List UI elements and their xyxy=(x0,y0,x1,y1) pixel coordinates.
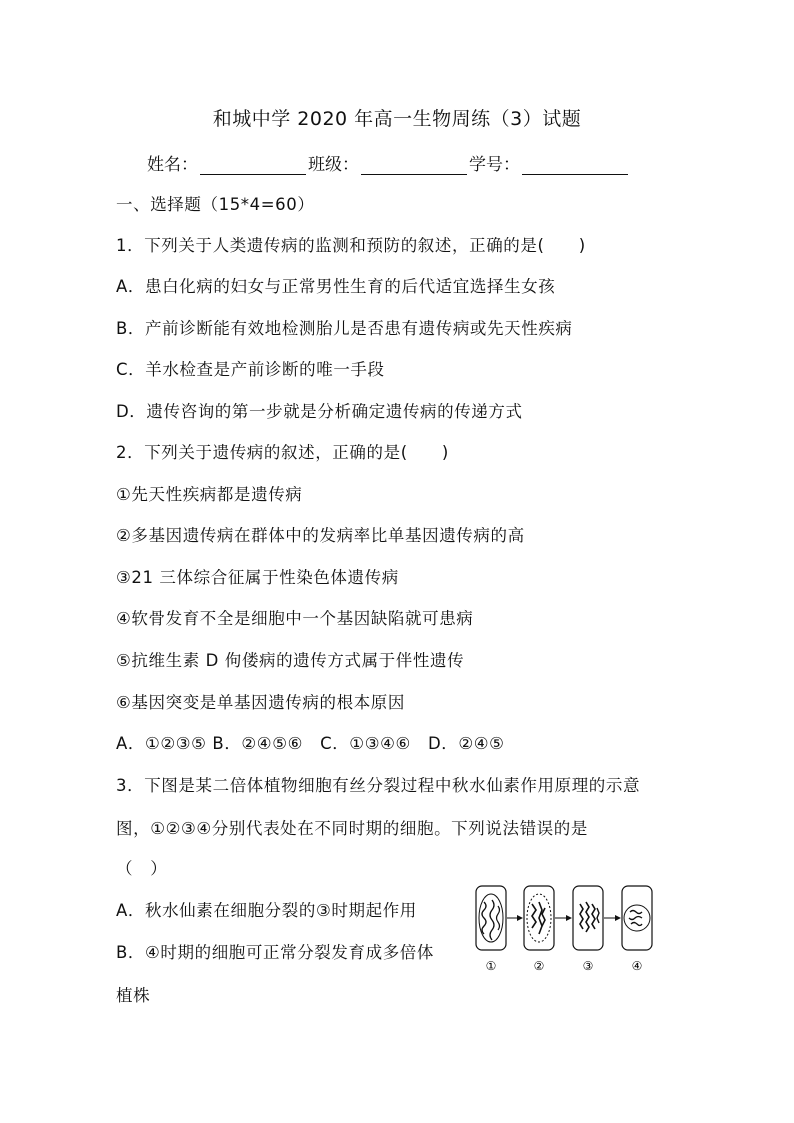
cell-2 xyxy=(524,886,554,950)
figure-label-4: ④ xyxy=(631,959,643,973)
q2-statement-5: ⑤抗维生素 D 佝偻病的遗传方式属于伴性遗传 xyxy=(116,651,465,670)
cell-4 xyxy=(622,886,652,950)
id-blank xyxy=(522,156,628,175)
cell-1 xyxy=(476,886,506,950)
q2-stem: 2．下列关于遗传病的叙述，正确的是( ) xyxy=(116,443,449,462)
figure-label-1: ① xyxy=(485,959,497,973)
name-blank xyxy=(200,156,306,175)
q1-option-a: A．患白化病的妇女与正常男性生育的后代适宜选择生女孩 xyxy=(116,277,556,296)
q1-option-d: D．遗传咨询的第一步就是分析确定遗传病的传递方式 xyxy=(116,402,523,421)
q3-option-b-line-2: 植株 xyxy=(116,986,151,1005)
page-title: 和城中学 2020 年高一生物周练（3）试题 xyxy=(212,108,582,130)
student-info-row xyxy=(147,150,630,175)
q2-statement-3: ③21 三体综合征属于性染色体遗传病 xyxy=(116,568,399,587)
q1-option-b: B．产前诊断能有效地检测胎儿是否患有遗传病或先天性疾病 xyxy=(116,319,573,338)
q3-option-b-line-1: B．④时期的细胞可正常分裂发育成多倍体 xyxy=(116,943,435,962)
id-label: 学号： xyxy=(469,155,520,175)
cell-division-diagram xyxy=(472,880,662,980)
q2-statement-2: ②多基因遗传病在群体中的发病率比单基因遗传病的高 xyxy=(116,526,525,545)
q3-stem-line-1: 3．下图是某二倍体植物细胞有丝分裂过程中秋水仙素作用原理的示意 xyxy=(116,776,641,795)
q2-statement-1: ①先天性疾病都是遗传病 xyxy=(116,485,303,504)
q2-statement-4: ④软骨发育不全是细胞中一个基因缺陷就可患病 xyxy=(116,609,474,628)
class-blank xyxy=(361,156,467,175)
class-label: 班级： xyxy=(308,155,359,175)
q1-stem: 1．下列关于人类遗传病的监测和预防的叙述，正确的是( ) xyxy=(116,236,586,255)
name-label: 姓名： xyxy=(147,155,198,175)
q3-stem-line-3: （ ） xyxy=(116,859,168,878)
figure-label-2: ② xyxy=(533,959,545,973)
q2-options: A．①②③⑤ B．②④⑤⑥ C．①③④⑥ D．②④⑤ xyxy=(116,734,505,753)
q3-stem-line-2: 图，①②③④分别代表处在不同时期的细胞。下列说法错误的是 xyxy=(116,819,588,838)
q3-option-a: A．秋水仙素在细胞分裂的③时期起作用 xyxy=(116,901,417,920)
cell-3 xyxy=(573,886,603,950)
q2-statement-6: ⑥基因突变是单基因遗传病的根本原因 xyxy=(116,693,405,712)
section-heading: 一、选择题（15*4=60） xyxy=(116,195,315,214)
q1-option-c: C．羊水检查是产前诊断的唯一手段 xyxy=(116,360,385,379)
figure-label-3: ③ xyxy=(582,959,594,973)
